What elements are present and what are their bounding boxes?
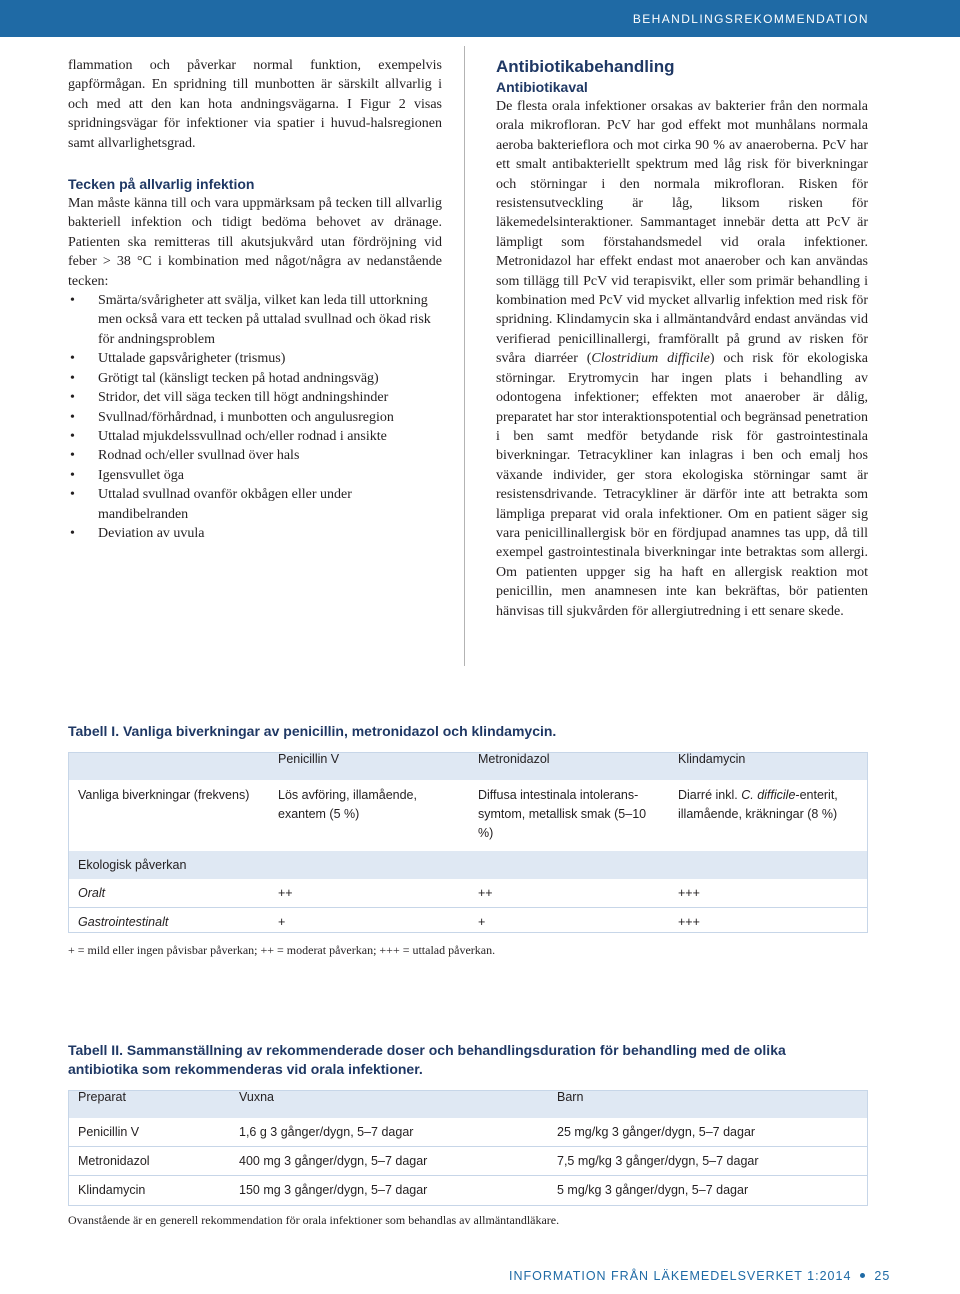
paragraph-text: ) och risk för ekologiska störningar. Erytromycin har ingen plats i behandling av odontogena infektioner; effekten mot anaerober är dålig, preparatet har stor interaktionspotential och begränsad penetration i ben samt medför betydande risk för gastrointestinala biverkningar. Tetracykliner kan inlagras i ben och emalj hos växande individer, ger stora ekologiska störningar samt är resistensdrivande. Tetracykliner är därför inte att betrakta som lämpliga preparat vid orala infektioner. Om en patient säger sig vara penicillinallergisk bör en fördjupad anamnes tas upp, då till exempel gastrointestinala biverkningar inte betraktas som allergi. Om patienten uppger sig ha haft en allergisk reaktion mot penicillin, men anamnesen inte kan bekräftas, bör patienten hänvisas till sjukvården för allergiutredning i ett senare skede. xyxy=(496,351,869,619)
list-item: • Grötigt tal (känsligt tecken på hotad andningsväg) xyxy=(68,369,442,388)
table-cell: 25 mg/kg 3 gånger/dygn, 5–7 dagar xyxy=(557,1125,756,1139)
list-item: • Uttalade gapsvårigheter (trismus) xyxy=(68,349,442,368)
table-header-cell: Penicillin V xyxy=(278,752,340,766)
table-cell: + xyxy=(478,915,486,929)
drug-name: Penicillin V xyxy=(78,1125,140,1139)
table-cell: + xyxy=(278,915,286,929)
infection-signs-paragraph: Man måste känna till och vara uppmärksam på tecken till allvarlig bakteriell infektion och tidigt bedöma behovet av dränage. Patienten ska remitteras till akutsjukvård utan fördröjning vid feber > 38 °C i kombination med något/några av nedanstående tecken: xyxy=(68,196,442,289)
header-bar xyxy=(0,0,960,37)
list-item: • Stridor, det vill säga tecken till högt andningshinder xyxy=(68,388,442,407)
list-item: • Igensvullet öga xyxy=(68,466,442,485)
species-name: C. difficile xyxy=(741,788,796,802)
list-item: • Uttalad svullnad ovanför okbågen eller under mandibelranden xyxy=(68,485,442,524)
list-item: • Uttalad mjukdelssvullnad och/eller rodnad i ansikte xyxy=(68,427,442,446)
table-cell: 7,5 mg/kg 3 gånger/dygn, 5–7 dagar xyxy=(557,1154,759,1168)
table-header-cell: Preparat xyxy=(78,1090,126,1104)
section-label: BEHANDLINGSREKOMMENDATION xyxy=(632,12,869,26)
table-cell: +++ xyxy=(678,886,700,900)
drug-name: Klindamycin xyxy=(78,1183,146,1197)
table-header-cell: Barn xyxy=(557,1090,584,1104)
table-header-cell: Klindamycin xyxy=(678,752,746,766)
table-header-cell: Vuxna xyxy=(239,1090,274,1104)
left-column xyxy=(68,56,442,543)
list-item: • Rodnad och/eller svullnad över hals xyxy=(68,446,442,465)
column-divider xyxy=(464,46,465,666)
right-column xyxy=(496,56,868,621)
bullet-separator-icon xyxy=(860,1273,865,1278)
table-2-footnote: Ovanstående är en generell rekommendation för orala infektioner som behandlas av allmäntandläkare. xyxy=(68,1213,560,1227)
table-cell: Diffusa intestinala intolerans-symtom, metallisk smak (5–10 %) xyxy=(478,788,647,840)
page-number: 25 xyxy=(874,1269,891,1283)
table-cell: 1,6 g 3 gånger/dygn, 5–7 dagar xyxy=(239,1125,414,1139)
section-label-ecological: Ekologisk påverkan xyxy=(78,858,187,872)
table-cell: 5 mg/kg 3 gånger/dygn, 5–7 dagar xyxy=(557,1183,749,1197)
table-header-cell: Metronidazol xyxy=(478,752,550,766)
publication-name: INFORMATION FRÅN LÄKEMEDELSVERKET 1:2014 xyxy=(509,1269,852,1283)
subheading-antibiotic-choice: Antibiotikaval xyxy=(496,79,588,95)
table-cell: 400 mg 3 gånger/dygn, 5–7 dagar xyxy=(239,1154,428,1168)
infection-signs-list xyxy=(68,291,442,543)
row-label: Oralt xyxy=(78,886,106,900)
table-cell: +++ xyxy=(678,915,700,929)
species-name: Clostridium difficile xyxy=(591,351,710,367)
table-cell: Lös avföring, illamående, exantem (5 %) xyxy=(278,788,417,821)
list-item: • Smärta/svårigheter att svälja, vilket kan leda till uttorkning men också vara ett tecken på uttalad svullnad och ökad risk för andningsproblem xyxy=(68,291,442,349)
table-cell: 150 mg 3 gånger/dygn, 5–7 dagar xyxy=(239,1183,428,1197)
table-1-caption: Tabell I. Vanliga biverkningar av penicillin, metronidazol och klindamycin. xyxy=(68,723,557,739)
table-cell: ++ xyxy=(278,886,293,900)
list-item: • Deviation av uvula xyxy=(68,524,442,543)
section-heading-infection-signs: Tecken på allvarlig infektion xyxy=(68,176,255,193)
list-item: • Svullnad/förhårdnad, i munbotten och angulusregion xyxy=(68,408,442,427)
drug-name: Metronidazol xyxy=(78,1154,150,1168)
table-2-caption: Tabell II. Sammanställning av rekommenderade doser och behandlingsduration för behandling med de olika antibiotika som rekommenderas vid orala infektioner. xyxy=(68,1042,786,1077)
intro-paragraph: flammation och påverkar normal funktion, exempelvis gapförmågan. En spridning till munbotten är särskilt allvarlig i och med att den kan hota andningsvägarna. I Figur 2 visas spridningsvägar för infektioner via spatier i huvud-halsregionen samt allvarlighetsgrad. xyxy=(68,58,442,151)
cell-text: -enterit, illamående, kräkningar (8 %) xyxy=(678,788,838,821)
antibiotic-choice-paragraph xyxy=(496,97,868,621)
page-footer xyxy=(509,1269,890,1283)
table-cell: ++ xyxy=(478,886,493,900)
row-label: Vanliga biverkningar (frekvens) xyxy=(78,788,250,802)
table-1-footnote: + = mild eller ingen påvisbar påverkan; ++ = moderat påverkan; +++ = uttalad påverkan. xyxy=(68,943,496,957)
table-1-frame xyxy=(68,752,868,933)
table-2-frame xyxy=(68,1090,868,1206)
row-label: Gastrointestinalt xyxy=(78,915,169,929)
paragraph-text: De flesta orala infektioner orsakas av bakterier från den normala orala mikrofloran. PcV har god effekt mot munhålans normala aeroba bakterieflora och mot cirka 90 % av anaeroberna. PcV har ett smalt antibakteriellt spektrum med låg risk för biverkningar och störningar i den normala mikrofloran. Risken för resistensutveckling är låg, liksom risken för läkemedelsinteraktioner. Sammantaget innebär detta att PcV är lämpligt som förstahandsmedel vid orala infektioner. Metronidazol har effekt endast mot anaerober och kan användas som tillägg till PcV vid terapisvikt, eller som primär behandling i kombination med PcV vid mycket allvarlig infektion med risk för spridning. Klindamycin ska i allmäntandvård endast användas vid verifierad penicillinallergi, framförallt på grund av risken för svåra diarréer ( xyxy=(496,99,868,367)
section-heading-antibiotics: Antibiotikabehandling xyxy=(496,57,675,76)
cell-text: Diarré inkl. xyxy=(678,788,742,802)
